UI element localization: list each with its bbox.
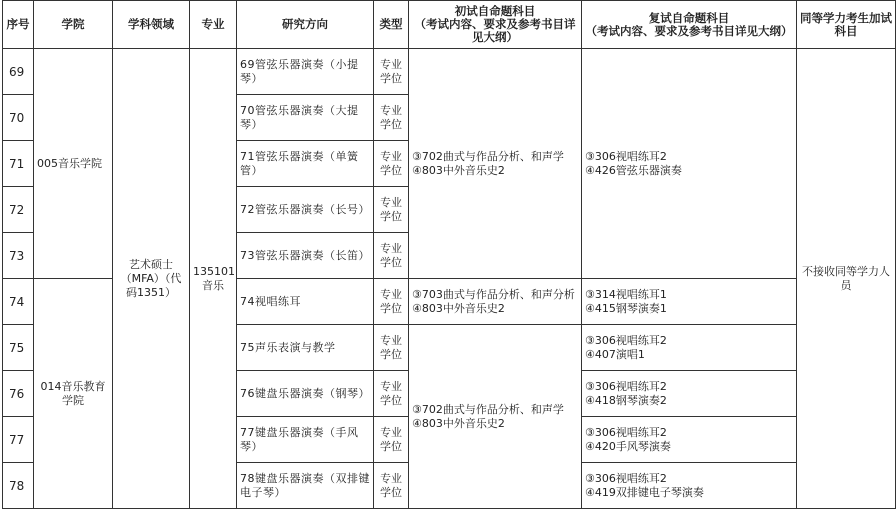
field-cell: 艺术硕士（MFA）（代码1351） bbox=[113, 49, 190, 509]
type-cell: 专业学位 bbox=[374, 233, 409, 279]
type-cell: 专业学位 bbox=[374, 417, 409, 463]
retest-subjects-cell: ③306视唱练耳2 ④407演唱1 bbox=[582, 325, 797, 371]
college-cell: 014音乐教育学院 bbox=[34, 279, 113, 509]
college-cell: 005音乐学院 bbox=[34, 49, 113, 279]
row-number: 69 bbox=[3, 49, 34, 95]
header-retest-subjects: 复试自命题科目 （考试内容、要求及参考书目详见大纲） bbox=[582, 1, 797, 49]
direction-cell: 77键盘乐器演奏（手风琴） bbox=[237, 417, 374, 463]
row-number: 76 bbox=[3, 371, 34, 417]
retest-subjects-cell: ③306视唱练耳2 ④418钢琴演奏2 bbox=[582, 371, 797, 417]
header-college: 学院 bbox=[34, 1, 113, 49]
row-number: 75 bbox=[3, 325, 34, 371]
major-cell: 135101音乐 bbox=[190, 49, 237, 509]
type-cell: 专业学位 bbox=[374, 187, 409, 233]
direction-cell: 70管弦乐器演奏（大提琴） bbox=[237, 95, 374, 141]
type-cell: 专业学位 bbox=[374, 371, 409, 417]
header-field: 学科领域 bbox=[113, 1, 190, 49]
initial-subjects-cell: ③702曲式与作品分析、和声学 ④803中外音乐史2 bbox=[409, 49, 582, 279]
direction-cell: 71管弦乐器演奏（单簧管） bbox=[237, 141, 374, 187]
header-direction: 研究方向 bbox=[237, 1, 374, 49]
retest-subjects-cell: ③306视唱练耳2 ④419双排键电子琴演奏 bbox=[582, 463, 797, 509]
row-number: 71 bbox=[3, 141, 34, 187]
extra-subjects-cell: 不接收同等学力人员 bbox=[797, 49, 896, 509]
initial-subjects-cell: ③702曲式与作品分析、和声学 ④803中外音乐史2 bbox=[409, 325, 582, 509]
header-extra-subjects: 同等学力考生加试科目 bbox=[797, 1, 896, 49]
direction-cell: 75声乐表演与教学 bbox=[237, 325, 374, 371]
type-cell: 专业学位 bbox=[374, 279, 409, 325]
type-cell: 专业学位 bbox=[374, 95, 409, 141]
initial-subjects-cell: ③703曲式与作品分析、和声分析 ④803中外音乐史2 bbox=[409, 279, 582, 325]
row-number: 73 bbox=[3, 233, 34, 279]
direction-cell: 72管弦乐器演奏（长号） bbox=[237, 187, 374, 233]
retest-subjects-cell: ③306视唱练耳2 ④420手风琴演奏 bbox=[582, 417, 797, 463]
admission-table bbox=[2, 0, 896, 509]
header-no: 序号 bbox=[3, 1, 34, 49]
row-number: 78 bbox=[3, 463, 34, 509]
row-number: 70 bbox=[3, 95, 34, 141]
type-cell: 专业学位 bbox=[374, 141, 409, 187]
direction-cell: 78键盘乐器演奏（双排键电子琴） bbox=[237, 463, 374, 509]
retest-subjects-cell: ③306视唱练耳2 ④426管弦乐器演奏 bbox=[582, 49, 797, 279]
row-number: 72 bbox=[3, 187, 34, 233]
header-row bbox=[3, 1, 896, 49]
direction-cell: 74视唱练耳 bbox=[237, 279, 374, 325]
direction-cell: 73管弦乐器演奏（长笛） bbox=[237, 233, 374, 279]
header-major: 专业 bbox=[190, 1, 237, 49]
row-number: 77 bbox=[3, 417, 34, 463]
row-number: 74 bbox=[3, 279, 34, 325]
type-cell: 专业学位 bbox=[374, 325, 409, 371]
type-cell: 专业学位 bbox=[374, 49, 409, 95]
header-initial-subjects: 初试自命题科目 （考试内容、要求及参考书目详见大纲） bbox=[409, 1, 582, 49]
header-type: 类型 bbox=[374, 1, 409, 49]
retest-subjects-cell: ③314视唱练耳1 ④415钢琴演奏1 bbox=[582, 279, 797, 325]
direction-cell: 76键盘乐器演奏（钢琴） bbox=[237, 371, 374, 417]
type-cell: 专业学位 bbox=[374, 463, 409, 509]
table-row bbox=[3, 49, 896, 95]
direction-cell: 69管弦乐器演奏（小提琴） bbox=[237, 49, 374, 95]
